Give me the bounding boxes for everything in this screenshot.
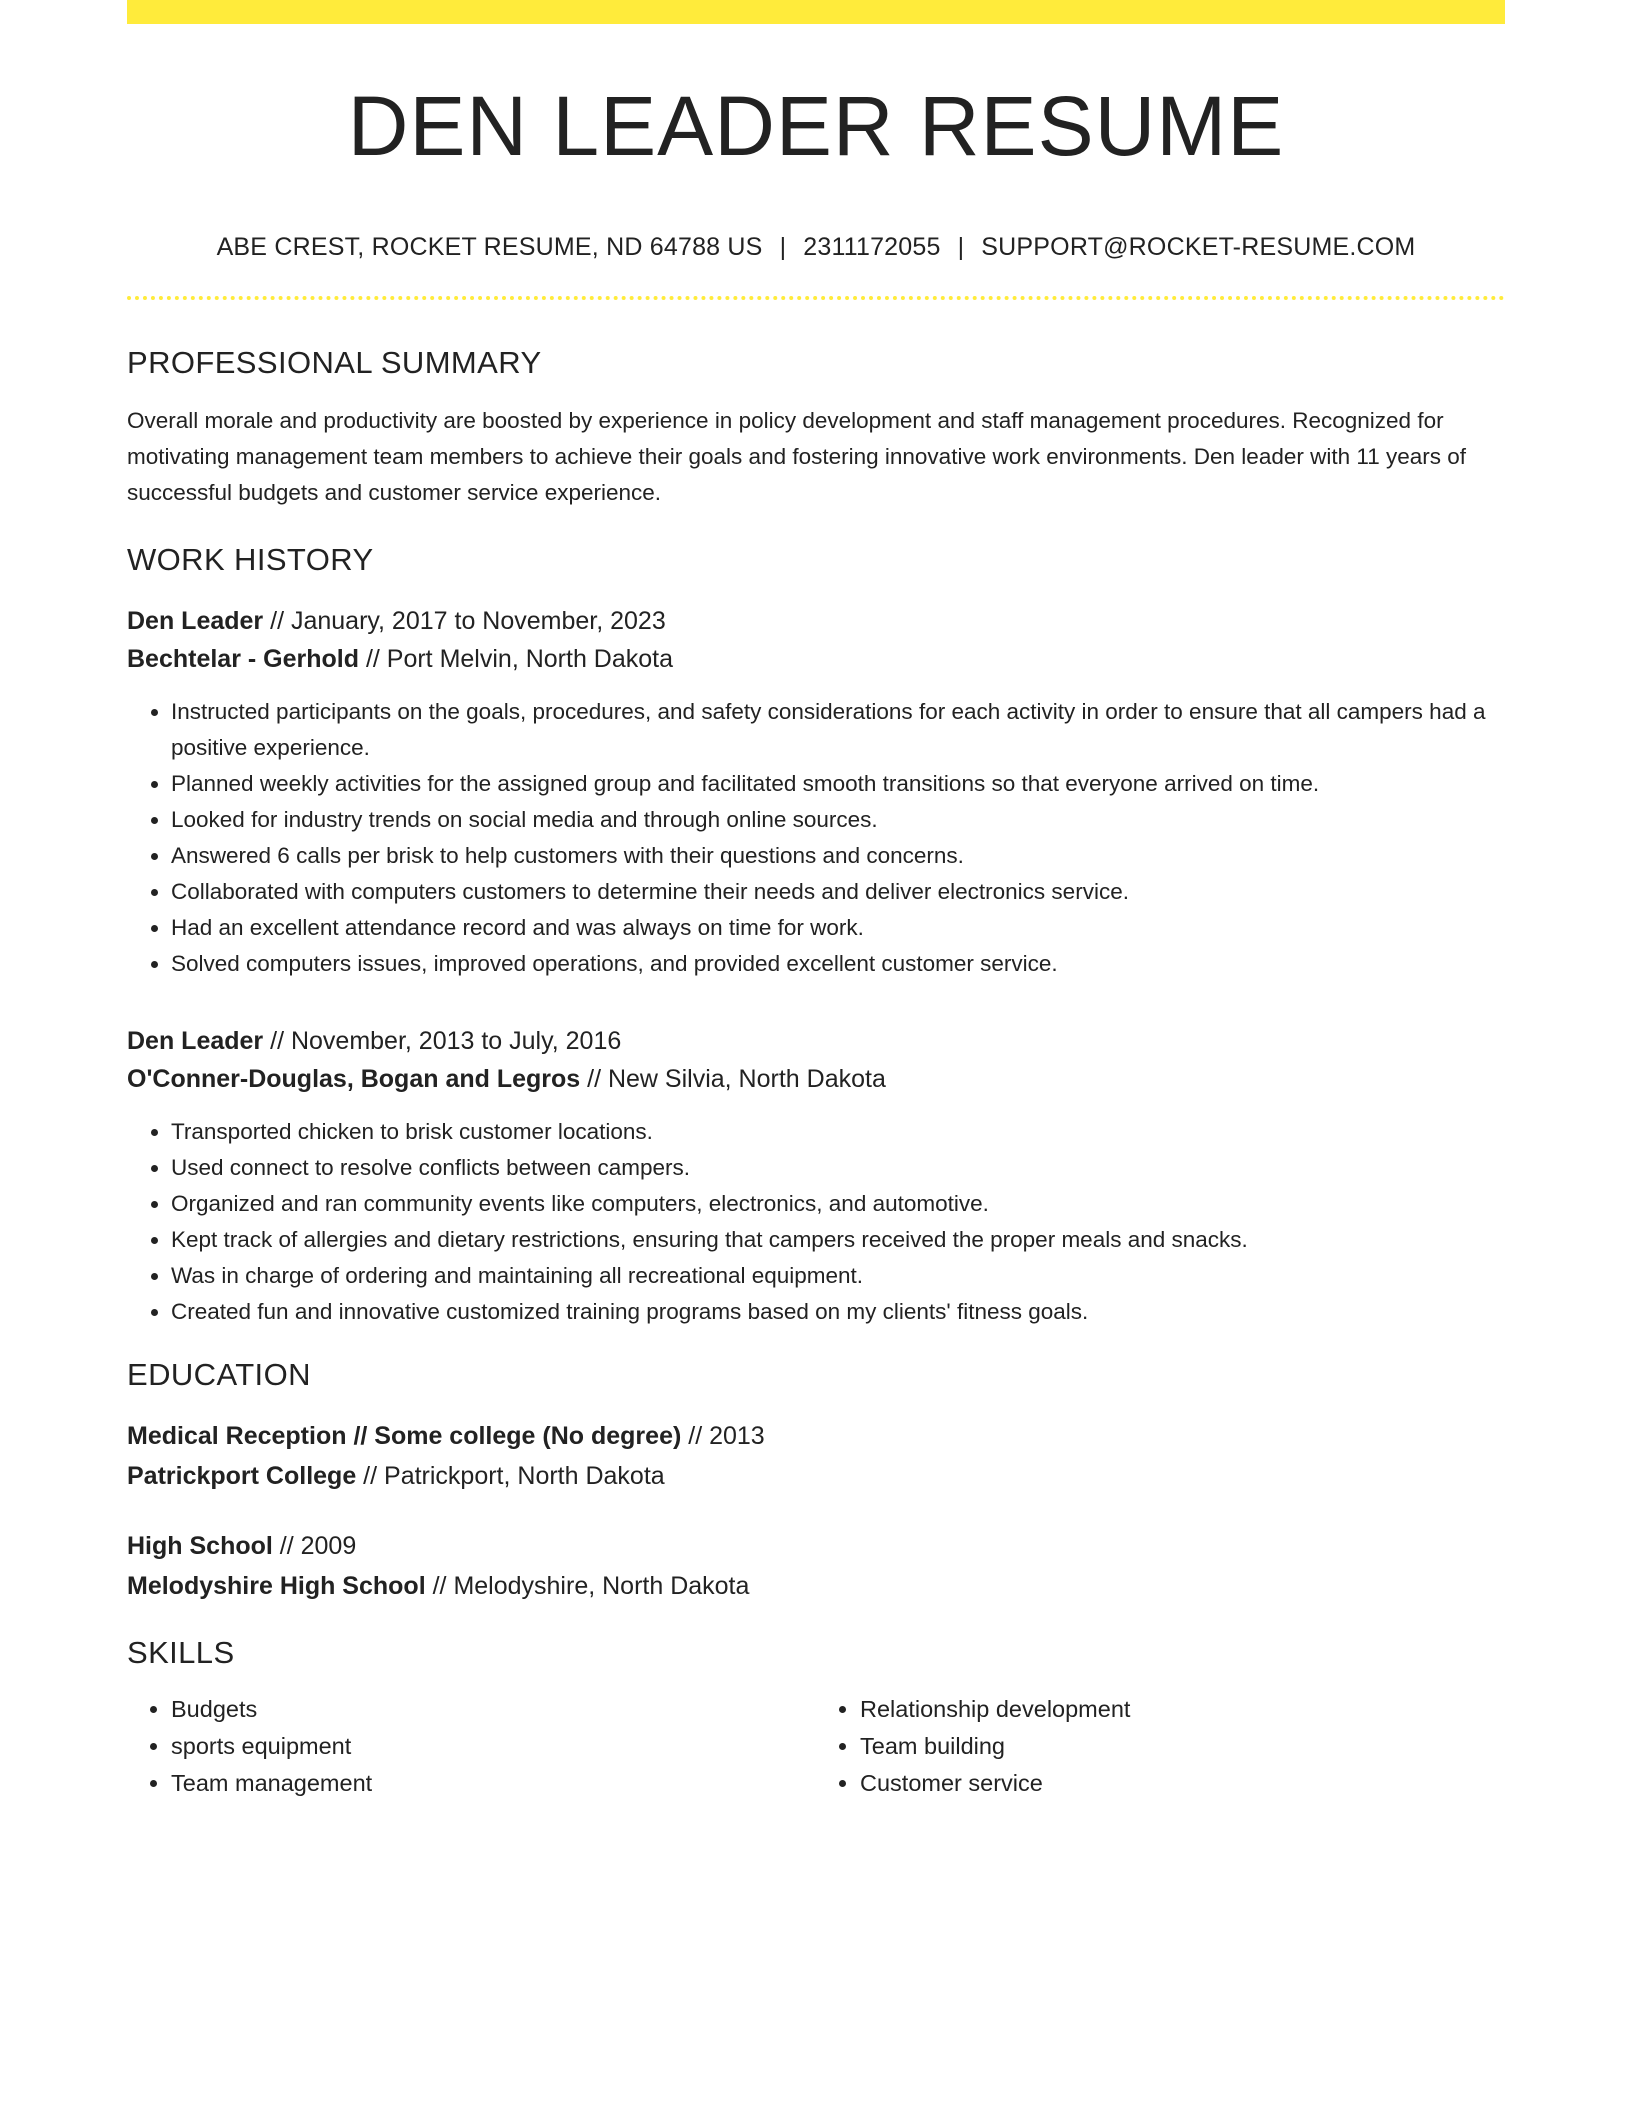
list-item: • Was in charge of ordering and maintaining all recreational equipment.	[171, 1258, 1505, 1294]
education-heading: EDUCATION	[127, 1357, 311, 1393]
education-degree: High School	[127, 1531, 273, 1560]
list-item: • Customer service	[860, 1765, 1505, 1802]
job-title-line	[127, 602, 1505, 640]
job-location: // Port Melvin, North Dakota	[359, 645, 674, 674]
job-entry	[127, 1022, 1505, 1330]
list-item: • sports equipment	[171, 1728, 816, 1765]
work-history-heading: WORK HISTORY	[127, 542, 374, 578]
list-item: • Transported chicken to brisk customer locations.	[171, 1114, 1505, 1150]
list-item: • Answered 6 calls per brisk to help customers with their questions and concerns.	[171, 838, 1505, 874]
job-location: // New Silvia, North Dakota	[580, 1065, 886, 1094]
education-school-line	[127, 1566, 1505, 1606]
education-school: Patrickport College	[127, 1461, 357, 1490]
job-bullets	[127, 1114, 1505, 1330]
contact-separator: |	[779, 233, 787, 261]
page-title: DEN LEADER RESUME	[347, 79, 1285, 173]
list-item: • Solved computers issues, improved operations, and provided excellent customer service.	[171, 946, 1505, 982]
skills-column-left	[127, 1691, 816, 1802]
list-item: • Team building	[860, 1728, 1505, 1765]
education-degree-line	[127, 1526, 1505, 1566]
education-entry	[127, 1526, 1505, 1606]
education-degree-line	[127, 1416, 1505, 1456]
education-year: // 2009	[272, 1531, 357, 1560]
job-title-line	[127, 1022, 1505, 1060]
list-item: • Organized and ran community events like computers, electronics, and automotive.	[171, 1186, 1505, 1222]
resume-page	[127, 0, 1505, 1802]
skills-grid	[127, 1691, 1505, 1802]
job-dates: // January, 2017 to November, 2023	[263, 607, 666, 636]
job-entry	[127, 602, 1505, 982]
job-company: O'Conner-Douglas, Bogan and Legros	[127, 1065, 581, 1094]
list-item: • Budgets	[171, 1691, 816, 1728]
list-item: • Looked for industry trends on social media and through online sources.	[171, 802, 1505, 838]
skills-column-right	[816, 1691, 1505, 1802]
contact-line	[127, 232, 1505, 262]
education-entry	[127, 1416, 1505, 1496]
list-item: • Relationship development	[860, 1691, 1505, 1728]
education-school-line	[127, 1456, 1505, 1496]
job-dates: // November, 2013 to July, 2016	[263, 1027, 622, 1056]
contact-separator: |	[957, 233, 965, 261]
summary-heading: PROFESSIONAL SUMMARY	[127, 345, 542, 380]
list-item: • Kept track of allergies and dietary restrictions, ensuring that campers received the proper meals and snacks.	[171, 1222, 1505, 1258]
list-item: • Team management	[171, 1765, 816, 1802]
contact-address: ABE CREST, ROCKET RESUME, ND 64788 US	[216, 233, 763, 261]
education-location: // Melodyshire, North Dakota	[425, 1571, 750, 1600]
list-item: • Planned weekly activities for the assigned group and facilitated smooth transitions so that everyone arrived on time.	[171, 766, 1505, 802]
list-item: • Created fun and innovative customized training programs based on my clients' fitness goals.	[171, 1294, 1505, 1330]
education-location: // Patrickport, North Dakota	[356, 1461, 665, 1490]
dotted-divider	[127, 296, 1505, 300]
job-title: Den Leader	[127, 607, 264, 636]
list-item: • Instructed participants on the goals, procedures, and safety considerations for each activity in order to ensure that all campers had a positive experience.	[171, 694, 1505, 766]
education-year: // 2013	[681, 1421, 765, 1450]
accent-top-bar	[127, 0, 1505, 24]
job-company-line	[127, 1060, 1505, 1098]
job-company-line	[127, 640, 1505, 678]
contact-email: SUPPORT@ROCKET-RESUME.COM	[981, 233, 1416, 261]
skills-heading: SKILLS	[127, 1634, 235, 1670]
list-item: • Collaborated with computers customers to determine their needs and deliver electronics service.	[171, 874, 1505, 910]
contact-phone: 2311172055	[803, 233, 941, 261]
summary-text: Overall morale and productivity are boosted by experience in policy development and staff management procedures. Recognized for motivating management team members to achieve their goals and fostering innovative work environments. Den leader with 11 years of successful budgets and customer service experience.	[127, 408, 1467, 506]
job-company: Bechtelar - Gerhold	[127, 645, 359, 674]
list-item: • Used connect to resolve conflicts between campers.	[171, 1150, 1505, 1186]
job-title: Den Leader	[127, 1027, 264, 1056]
job-bullets	[127, 694, 1505, 982]
education-school: Melodyshire High School	[127, 1571, 426, 1600]
education-degree: Medical Reception // Some college (No degree)	[127, 1421, 682, 1450]
list-item: • Had an excellent attendance record and was always on time for work.	[171, 910, 1505, 946]
